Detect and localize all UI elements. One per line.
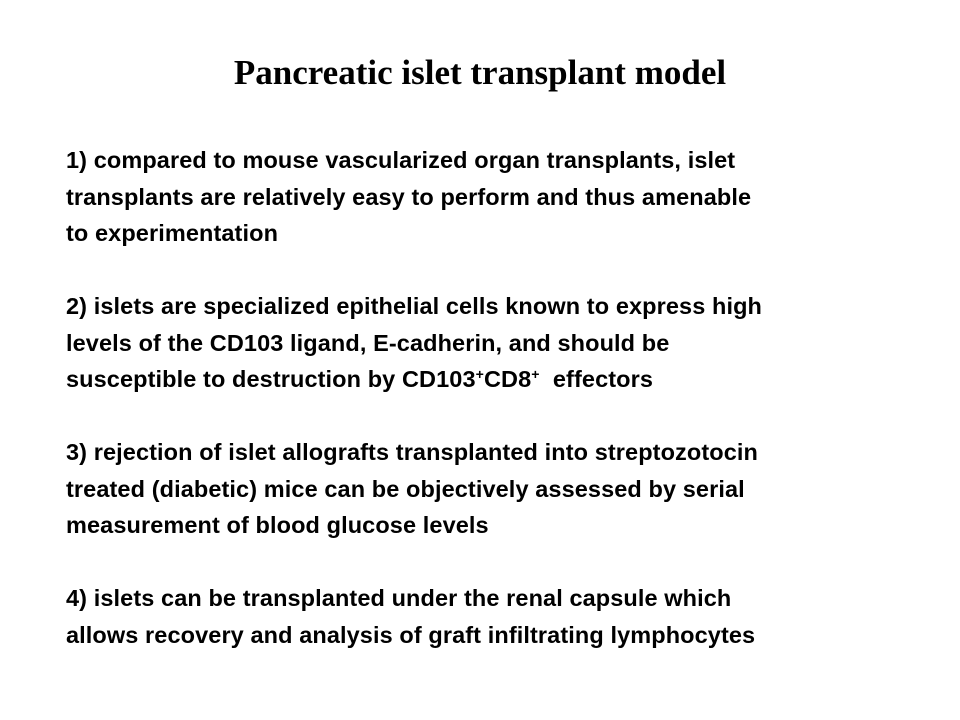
point-3-line-2: treated (diabetic) mice can be objectively assessed by serial [66, 475, 745, 502]
point-2-line-2: levels of the CD103 ligand, E-cadherin, and should be [66, 329, 670, 356]
point-4 [66, 580, 926, 653]
superscript-plus-1: + [475, 366, 484, 383]
point-3-line-3: measurement of blood glucose levels [66, 512, 489, 538]
superscript-plus-2: + [531, 366, 540, 383]
slide-body [66, 142, 926, 653]
point-2-line-3 [66, 361, 926, 398]
point-2-line-1: 2) islets are specialized epithelial cells known to express high [66, 293, 762, 319]
point-1-line-3: to experimentation [66, 220, 279, 246]
point-1-line-1: 1) compared to mouse vascularized organ transplants, islet [66, 147, 736, 173]
point-4-line-2: allows recovery and analysis of graft infiltrating lymphocytes [66, 621, 756, 648]
point-2-line-3-prefix: susceptible to destruction by CD103 [66, 366, 476, 392]
point-4-line-1: 4) islets can be transplanted under the renal capsule which [66, 585, 732, 611]
point-1 [66, 142, 926, 252]
point-3-line-1: 3) rejection of islet allografts transplanted into streptozotocin [66, 439, 758, 465]
point-3 [66, 434, 926, 544]
point-2 [66, 288, 926, 398]
slide-title: Pancreatic islet transplant model [233, 53, 727, 92]
point-1-line-2: transplants are relatively easy to perform and thus amenable [66, 183, 752, 210]
point-2-line-3-suffix: effectors [539, 366, 654, 392]
point-2-line-3-middle: CD8 [483, 366, 532, 392]
